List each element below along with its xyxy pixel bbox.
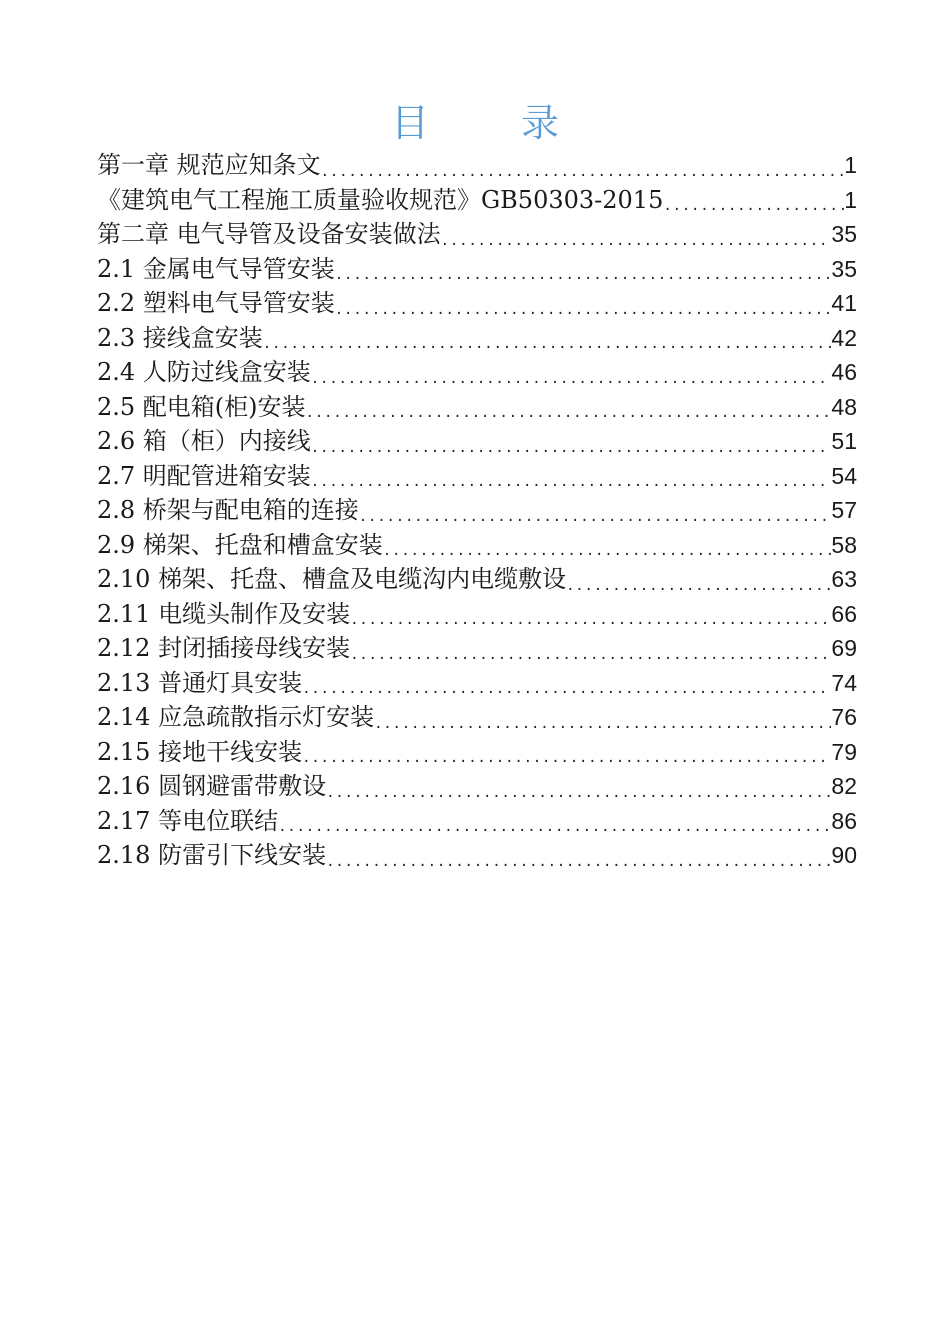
toc-entry-page: 41 bbox=[831, 290, 857, 316]
toc-entry[interactable] bbox=[97, 769, 857, 804]
toc-entry-page: 58 bbox=[831, 531, 857, 558]
toc-entry[interactable] bbox=[97, 597, 857, 632]
toc-entry-label: 2.15 接地干线安装 bbox=[97, 737, 303, 766]
toc-entry-label: 2.9 梯架、托盘和槽盒安装 bbox=[97, 530, 383, 559]
toc-entry[interactable] bbox=[97, 528, 857, 563]
toc-leader-dots bbox=[383, 528, 832, 563]
toc-entry-page: 54 bbox=[831, 462, 857, 489]
toc-entry[interactable] bbox=[97, 562, 857, 597]
toc-entry[interactable] bbox=[97, 355, 857, 390]
toc-entry-page: 86 bbox=[831, 807, 857, 834]
toc-leader-dots bbox=[263, 321, 832, 356]
toc-leader-dots bbox=[374, 700, 831, 735]
toc-entry-label: 2.13 普通灯具安装 bbox=[97, 668, 303, 697]
toc-entry-page: 35 bbox=[831, 255, 857, 282]
toc-leader-dots bbox=[335, 252, 832, 287]
toc-entry-page: 90 bbox=[831, 842, 857, 868]
toc-entry[interactable] bbox=[97, 838, 857, 873]
toc-entry[interactable] bbox=[97, 459, 857, 494]
toc-entry[interactable] bbox=[97, 390, 857, 425]
toc-leader-dots bbox=[311, 355, 832, 390]
toc-entry[interactable] bbox=[97, 252, 857, 287]
toc-entry-label: 2.10 梯架、托盘、槽盒及电缆沟内电缆敷设 bbox=[97, 565, 567, 593]
toc-entry-page: 1 bbox=[844, 152, 857, 178]
toc-leader-dots bbox=[311, 459, 832, 494]
toc-leader-dots bbox=[566, 562, 831, 597]
toc-leader-dots bbox=[302, 666, 831, 701]
toc-entry-label: 2.7 明配管进箱安装 bbox=[97, 461, 311, 490]
toc-leader-dots bbox=[441, 217, 832, 252]
toc-leader-dots bbox=[359, 493, 832, 528]
toc-entry[interactable] bbox=[97, 321, 857, 356]
toc-entry[interactable] bbox=[97, 217, 857, 252]
toc-leader-dots bbox=[306, 390, 832, 425]
toc-entry-page: 66 bbox=[831, 600, 857, 627]
toc-entry-label: 2.3 接线盒安装 bbox=[97, 323, 263, 352]
toc-entry-label: 2.12 封闭插接母线安装 bbox=[97, 634, 351, 662]
toc-entry-page: 1 bbox=[844, 186, 857, 213]
toc-entry[interactable] bbox=[97, 735, 857, 770]
toc-entry-page: 79 bbox=[831, 738, 857, 765]
toc-entry[interactable] bbox=[97, 286, 857, 321]
toc-leader-dots bbox=[326, 838, 831, 873]
toc-entry[interactable] bbox=[97, 493, 857, 528]
toc-entry-page: 51 bbox=[831, 428, 857, 454]
toc-entry-page: 46 bbox=[831, 359, 857, 385]
toc-leader-dots bbox=[335, 286, 832, 321]
toc-entry-page: 63 bbox=[831, 566, 857, 592]
toc-leader-dots bbox=[321, 148, 845, 183]
toc-entry-label: 2.4 人防过线盒安装 bbox=[97, 358, 311, 386]
toc-entry-label: 2.8 桥架与配电箱的连接 bbox=[97, 496, 359, 524]
toc-leader-dots bbox=[278, 804, 831, 839]
toc-list bbox=[97, 148, 857, 873]
toc-leader-dots bbox=[311, 424, 832, 459]
toc-entry-page: 82 bbox=[831, 773, 857, 799]
toc-entry[interactable] bbox=[97, 148, 857, 183]
toc-leader-dots bbox=[326, 769, 831, 804]
toc-entry-label: 2.18 防雷引下线安装 bbox=[97, 841, 327, 869]
toc-entry[interactable] bbox=[97, 700, 857, 735]
toc-leader-dots bbox=[302, 735, 831, 770]
toc-entry-page: 48 bbox=[831, 393, 857, 420]
toc-leader-dots bbox=[350, 597, 831, 632]
toc-entry[interactable] bbox=[97, 666, 857, 701]
toc-entry[interactable] bbox=[97, 804, 857, 839]
toc-title: 目 录 bbox=[390, 101, 600, 145]
toc-entry-label: 2.14 应急疏散指示灯安装 bbox=[97, 703, 375, 731]
toc-entry-label: 2.1 金属电气导管安装 bbox=[97, 254, 335, 283]
toc-entry-label: 2.6 箱（柜）内接线 bbox=[97, 427, 311, 455]
toc-entry-label: 2.11 电缆头制作及安装 bbox=[97, 599, 351, 628]
toc-entry-page: 76 bbox=[831, 704, 857, 730]
toc-entry-label: 第二章 电气导管及设备安装做法 bbox=[97, 220, 441, 248]
toc-entry-label: 2.2 塑料电气导管安装 bbox=[97, 289, 335, 317]
toc-entry-label: 2.17 等电位联结 bbox=[97, 806, 279, 835]
toc-entry-page: 42 bbox=[831, 324, 857, 351]
toc-entry[interactable] bbox=[97, 424, 857, 459]
toc-entry[interactable] bbox=[97, 631, 857, 666]
toc-entry-label: 第一章 规范应知条文 bbox=[97, 151, 321, 179]
toc-entry-page: 57 bbox=[831, 497, 857, 523]
toc-entry-page: 74 bbox=[831, 669, 857, 696]
toc-entry-label: 2.16 圆钢避雷带敷设 bbox=[97, 772, 327, 800]
toc-entry-label: 2.5 配电箱(柜)安装 bbox=[97, 392, 306, 421]
toc-leader-dots bbox=[350, 631, 831, 666]
toc-entry[interactable] bbox=[97, 183, 857, 218]
toc-leader-dots bbox=[663, 183, 844, 218]
toc-entry-page: 35 bbox=[831, 221, 857, 247]
toc-entry-page: 69 bbox=[831, 635, 857, 661]
toc-entry-label: 《建筑电气工程施工质量验收规范》GB50303-2015 bbox=[97, 185, 664, 214]
